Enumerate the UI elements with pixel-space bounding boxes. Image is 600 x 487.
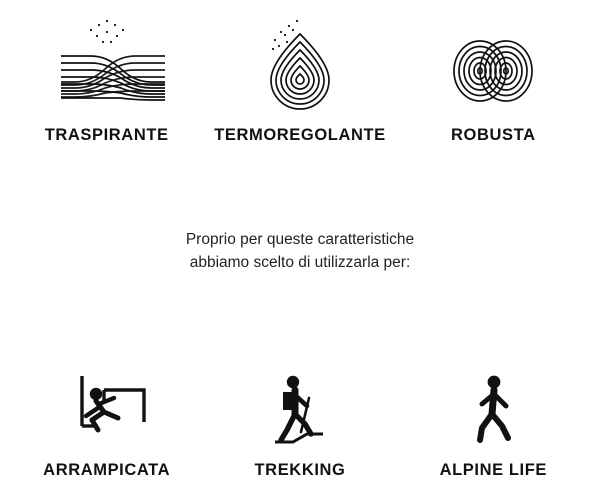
feature-label: TRASPIRANTE	[44, 126, 169, 144]
activity-label: ARRAMPICATA	[43, 461, 171, 479]
statement-line-2: abbiamo scelto di utilizzarla per:	[189, 254, 411, 271]
activity-label: TREKKING	[254, 461, 346, 479]
climber-icon	[52, 370, 162, 452]
statement-text	[0, 228, 600, 274]
thermoregulating-drop-icon	[245, 16, 355, 116]
robust-rings-icon	[438, 16, 548, 116]
walking-person-icon	[438, 370, 548, 452]
activity-item-trekking	[203, 355, 396, 480]
feature-label: TERMOREGOLANTE	[214, 126, 386, 144]
feature-item-traspirante	[10, 5, 203, 145]
feature-item-robusta	[397, 5, 590, 145]
features-row	[0, 0, 600, 145]
feature-label: ROBUSTA	[451, 126, 536, 144]
breathable-waves-icon	[47, 16, 167, 116]
hiker-icon	[245, 370, 355, 452]
statement-line-1: Proprio per queste caratteristiche	[185, 231, 415, 248]
activities-row	[0, 350, 600, 480]
activity-label: ALPINE LIFE	[439, 461, 548, 479]
activity-item-alpine-life	[397, 355, 590, 480]
activity-item-arrampicata	[10, 355, 203, 480]
feature-item-termoregolante	[203, 5, 396, 145]
